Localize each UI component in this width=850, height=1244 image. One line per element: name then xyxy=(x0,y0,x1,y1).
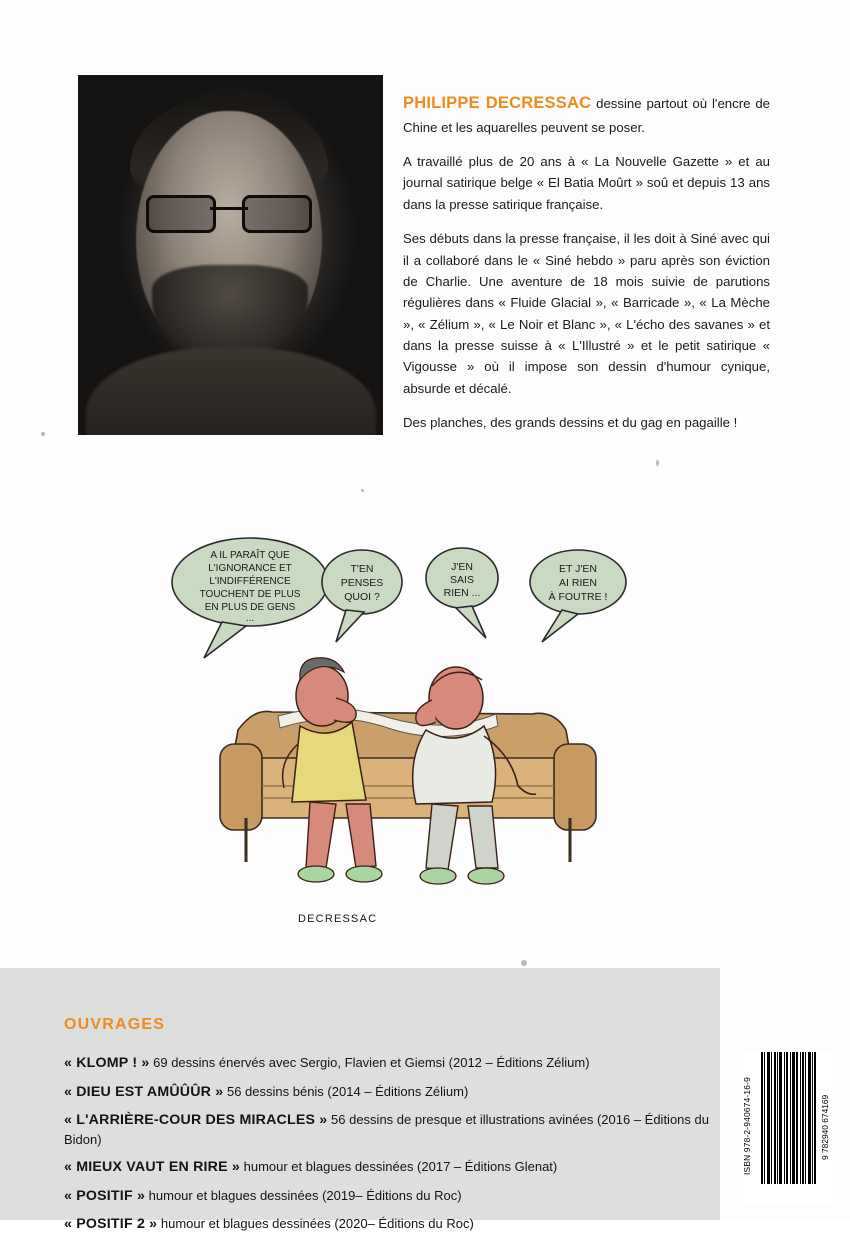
work-title: « POSITIF 2 » xyxy=(64,1216,158,1233)
svg-text:L'IGNORANCE ET: L'IGNORANCE ET xyxy=(208,563,292,574)
work-title: « POSITIF » xyxy=(64,1187,146,1204)
list-item xyxy=(64,1054,724,1073)
speech-bubble-1 xyxy=(172,538,328,658)
list-item xyxy=(64,1158,724,1177)
list-item xyxy=(64,1187,724,1206)
svg-text:EN PLUS DE GENS: EN PLUS DE GENS xyxy=(204,602,296,613)
speech-bubble-4 xyxy=(530,550,626,642)
works-list xyxy=(64,1054,724,1244)
cartoon-illustration xyxy=(150,530,710,930)
svg-text:SAIS: SAIS xyxy=(450,574,474,586)
work-description: humour et blagues dessinées (2020– Éditions du Roc) xyxy=(157,1216,474,1232)
barcode-bars xyxy=(758,1052,820,1184)
speech-bubble-3 xyxy=(426,548,498,638)
work-title: « DIEU EST AMÛÛÛR » xyxy=(64,1083,224,1100)
svg-text:T'EN: T'EN xyxy=(350,563,374,575)
work-title: « L'ARRIÈRE-COUR DES MIRACLES » xyxy=(64,1112,328,1129)
cartoon-signature: DECRESSAC xyxy=(298,913,378,925)
work-description: 56 dessins de presque et illustrations avinées (2016 – Éditions du Bidon) xyxy=(64,1112,709,1147)
work-description: humour et blagues dessinées (2017 – Éditions Glenat) xyxy=(240,1158,558,1174)
work-description: 56 dessins bénis (2014 – Éditions Zélium) xyxy=(223,1083,469,1099)
svg-text:A IL PARAÎT QUE: A IL PARAÎT QUE xyxy=(210,550,290,561)
svg-text:L'INDIFFÉRENCE: L'INDIFFÉRENCE xyxy=(209,576,291,587)
ean-text: 9 782940 674169 xyxy=(820,1094,830,1160)
work-title: « MIEUX VAUT EN RIRE » xyxy=(64,1158,240,1175)
author-bio xyxy=(403,90,770,434)
isbn-text: ISBN 978-2-940674-16-9 xyxy=(742,1077,752,1175)
svg-text:AI RIEN: AI RIEN xyxy=(559,577,597,589)
work-description: 69 dessins énervés avec Sergio, Flavien et Giemsi (2012 – Éditions Zélium) xyxy=(149,1055,590,1070)
speck xyxy=(656,460,659,466)
svg-text:PENSES: PENSES xyxy=(340,577,384,589)
bio-paragraph-4: Des planches, des grands dessins et du gag en pagaille ! xyxy=(403,415,738,431)
section-title-ouvrages: OUVRAGES xyxy=(64,1016,166,1033)
speck xyxy=(521,960,527,966)
speck xyxy=(361,489,364,492)
bio-paragraph-1-text: dessine partout où l'encre de Chine et les aquarelles peuvent se poser. xyxy=(403,96,770,135)
works-band xyxy=(0,968,850,1233)
svg-text:ET J'EN: ET J'EN xyxy=(559,563,597,575)
sofa xyxy=(220,708,596,862)
list-item xyxy=(64,1215,724,1234)
work-title: « KLOMP ! » xyxy=(64,1055,150,1071)
list-item xyxy=(64,1111,724,1148)
bio-paragraph-3: Ses débuts dans la presse française, il les doit à Siné avec qui il a collaboré dans le « Siné hebdo » paru après son éviction de Charlie. Une aventure de 18 mois suivie de parutions régulières dans « Fluide Glacial », « Barricade », « La Mèche », « Zélium », « Le Noir et Blanc », « L'écho des savanes » et dans la presse suisse à « L'Illustré » et le petit satirique « Vigousse » où il impose son dessin d'humour cynique, absurde et décalé. xyxy=(403,231,770,396)
author-name: PHILIPPE DECRESSAC xyxy=(403,94,592,112)
bio-paragraph-1 xyxy=(403,90,770,138)
speck xyxy=(41,432,45,436)
svg-text:TOUCHENT DE PLUS: TOUCHENT DE PLUS xyxy=(199,589,301,600)
svg-text:...: ... xyxy=(245,613,255,624)
svg-text:RIEN ...: RIEN ... xyxy=(443,587,481,599)
svg-text:J'EN: J'EN xyxy=(451,561,473,573)
svg-text:QUOI ?: QUOI ? xyxy=(344,591,380,603)
list-item xyxy=(64,1083,724,1102)
glasses-icon xyxy=(146,195,312,229)
work-description: humour et blagues dessinées (2019– Éditions du Roc) xyxy=(145,1187,462,1203)
svg-text:À FOUTRE !: À FOUTRE ! xyxy=(548,591,608,603)
bio-paragraph-2: A travaillé plus de 20 ans à « La Nouvelle Gazette » et au journal satirique belge « El Batia Moûrt » soû et depuis 13 ans dans la presse satirique française. xyxy=(403,154,770,212)
author-photo xyxy=(78,75,383,435)
barcode xyxy=(742,1052,834,1204)
speech-bubble-2 xyxy=(322,550,402,642)
